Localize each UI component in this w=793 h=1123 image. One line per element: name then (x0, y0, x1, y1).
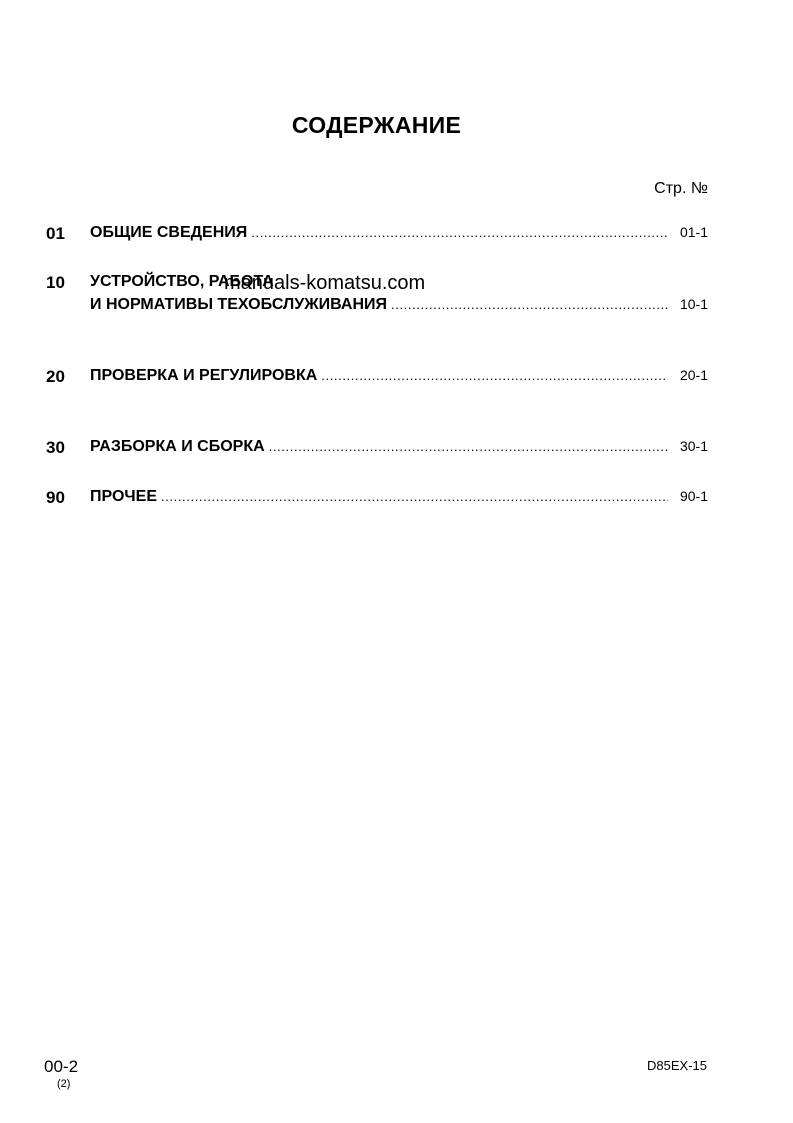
dot-leader (391, 297, 668, 312)
toc-entry-page: 20-1 (679, 367, 708, 383)
watermark-text: manuals-komatsu.com (224, 272, 426, 294)
page-number-column-header: Стр. № (654, 180, 708, 197)
toc-entry-number: 10 (46, 273, 65, 292)
dot-leader (269, 439, 668, 454)
toc-entry-title: ПРОВЕРКА И РЕГУЛИРОВКА (90, 367, 318, 384)
toc-entry-page: 10-1 (679, 296, 708, 312)
toc-entry-page: 90-1 (679, 488, 708, 504)
dot-leader (321, 368, 668, 383)
footer-revision: (2) (57, 1078, 71, 1090)
toc-entry-number: 30 (46, 438, 65, 457)
footer-model: D85EX-15 (647, 1058, 707, 1073)
toc-entry-number: 01 (46, 224, 65, 243)
toc-entry-page: 30-1 (679, 438, 708, 454)
toc-entry-title-line-2: И НОРМАТИВЫ ТЕХОБСЛУЖИВАНИЯ (90, 296, 388, 313)
dot-leader (161, 489, 668, 504)
toc-entry-title: РАЗБОРКА И СБОРКА (90, 438, 265, 455)
page-title: СОДЕРЖАНИЕ (291, 112, 462, 138)
footer-page-number: 00-2 (44, 1057, 79, 1076)
toc-entry-title-line-1: УСТРОЙСТВО, РАБОТА (90, 273, 274, 290)
toc-entry-title: ПРОЧЕЕ (90, 488, 157, 505)
dot-leader (251, 225, 668, 240)
toc-entry-number: 90 (46, 488, 65, 507)
toc-entry-title: ОБЩИЕ СВЕДЕНИЯ (90, 224, 248, 241)
toc-entry-page: 01-1 (679, 224, 708, 240)
toc-entry-number: 20 (46, 367, 65, 386)
